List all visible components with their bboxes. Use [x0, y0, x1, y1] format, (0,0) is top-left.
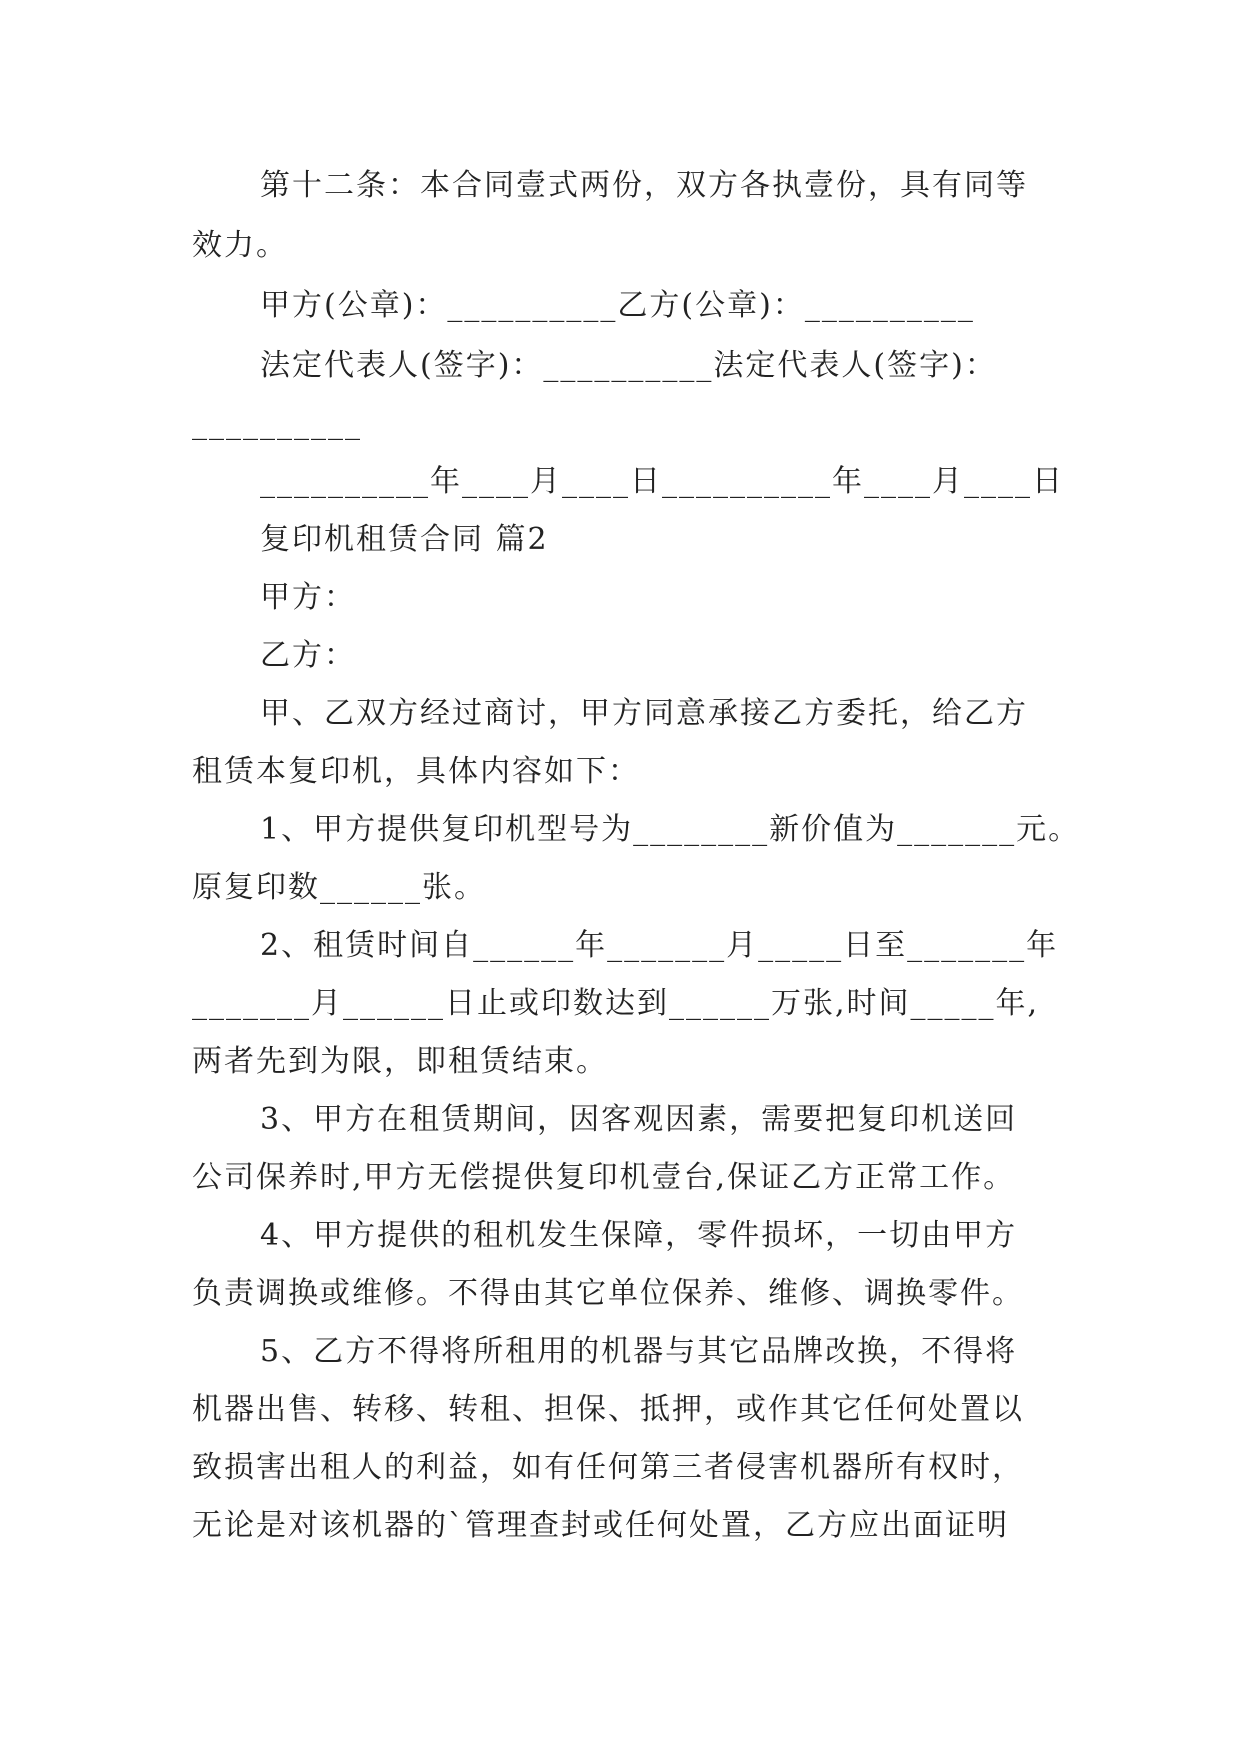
legal-rep-blank: __________ — [192, 406, 362, 441]
date-line: __________年____月____日__________年____月____日 — [260, 464, 1064, 499]
item-5-line-2: 机器出售、转移、转租、担保、抵押，或作其它任何处置以 — [192, 1392, 1024, 1427]
intro-line-1: 甲、乙双方经过商讨，甲方同意承接乙方委托，给乙方 — [260, 696, 1028, 731]
item-5-line-4: 无论是对该机器的`管理查封或任何处置，乙方应出面证明 — [192, 1508, 1009, 1543]
party-b-label: 乙方： — [260, 638, 356, 673]
item-2-line-1: 2、租赁时间自______年_______月_____日至_______年 — [260, 928, 1059, 963]
party-a-label: 甲方： — [260, 580, 356, 615]
item-5-line-3: 致损害出租人的利益，如有任何第三者侵害机器所有权时， — [192, 1450, 1024, 1485]
party-seal-line: 甲方(公章)：__________乙方(公章)：__________ — [260, 288, 975, 323]
intro-line-2: 租赁本复印机，具体内容如下： — [192, 754, 640, 789]
item-4-line-2: 负责调换或维修。不得由其它单位保养、维修、调换零件。 — [192, 1276, 1024, 1311]
item-1-line-2: 原复印数______张。 — [192, 870, 486, 905]
section-title: 复印机租赁合同 篇2 — [260, 522, 549, 557]
item-3-line-1: 3、甲方在租赁期间，因客观因素，需要把复印机送回 — [260, 1102, 1018, 1137]
clause-12-line-2: 效力。 — [192, 228, 288, 263]
clause-12-line-1: 第十二条：本合同壹式两份，双方各执壹份，具有同等 — [260, 168, 1028, 203]
legal-rep-line: 法定代表人(签字)：__________法定代表人(签字)： — [260, 348, 997, 383]
item-4-line-1: 4、甲方提供的租机发生保障，零件损坏，一切由甲方 — [260, 1218, 1018, 1253]
item-2-line-3: 两者先到为限，即租赁结束。 — [192, 1044, 608, 1079]
item-5-line-1: 5、乙方不得将所租用的机器与其它品牌改换，不得将 — [260, 1334, 1018, 1369]
item-3-line-2: 公司保养时,甲方无偿提供复印机壹台,保证乙方正常工作。 — [192, 1160, 1016, 1195]
item-1-line-1: 1、甲方提供复印机型号为________新价值为_______元。 — [260, 812, 1081, 847]
item-2-line-2: _______月______日止或印数达到______万张,时间_____年, — [192, 986, 1040, 1021]
